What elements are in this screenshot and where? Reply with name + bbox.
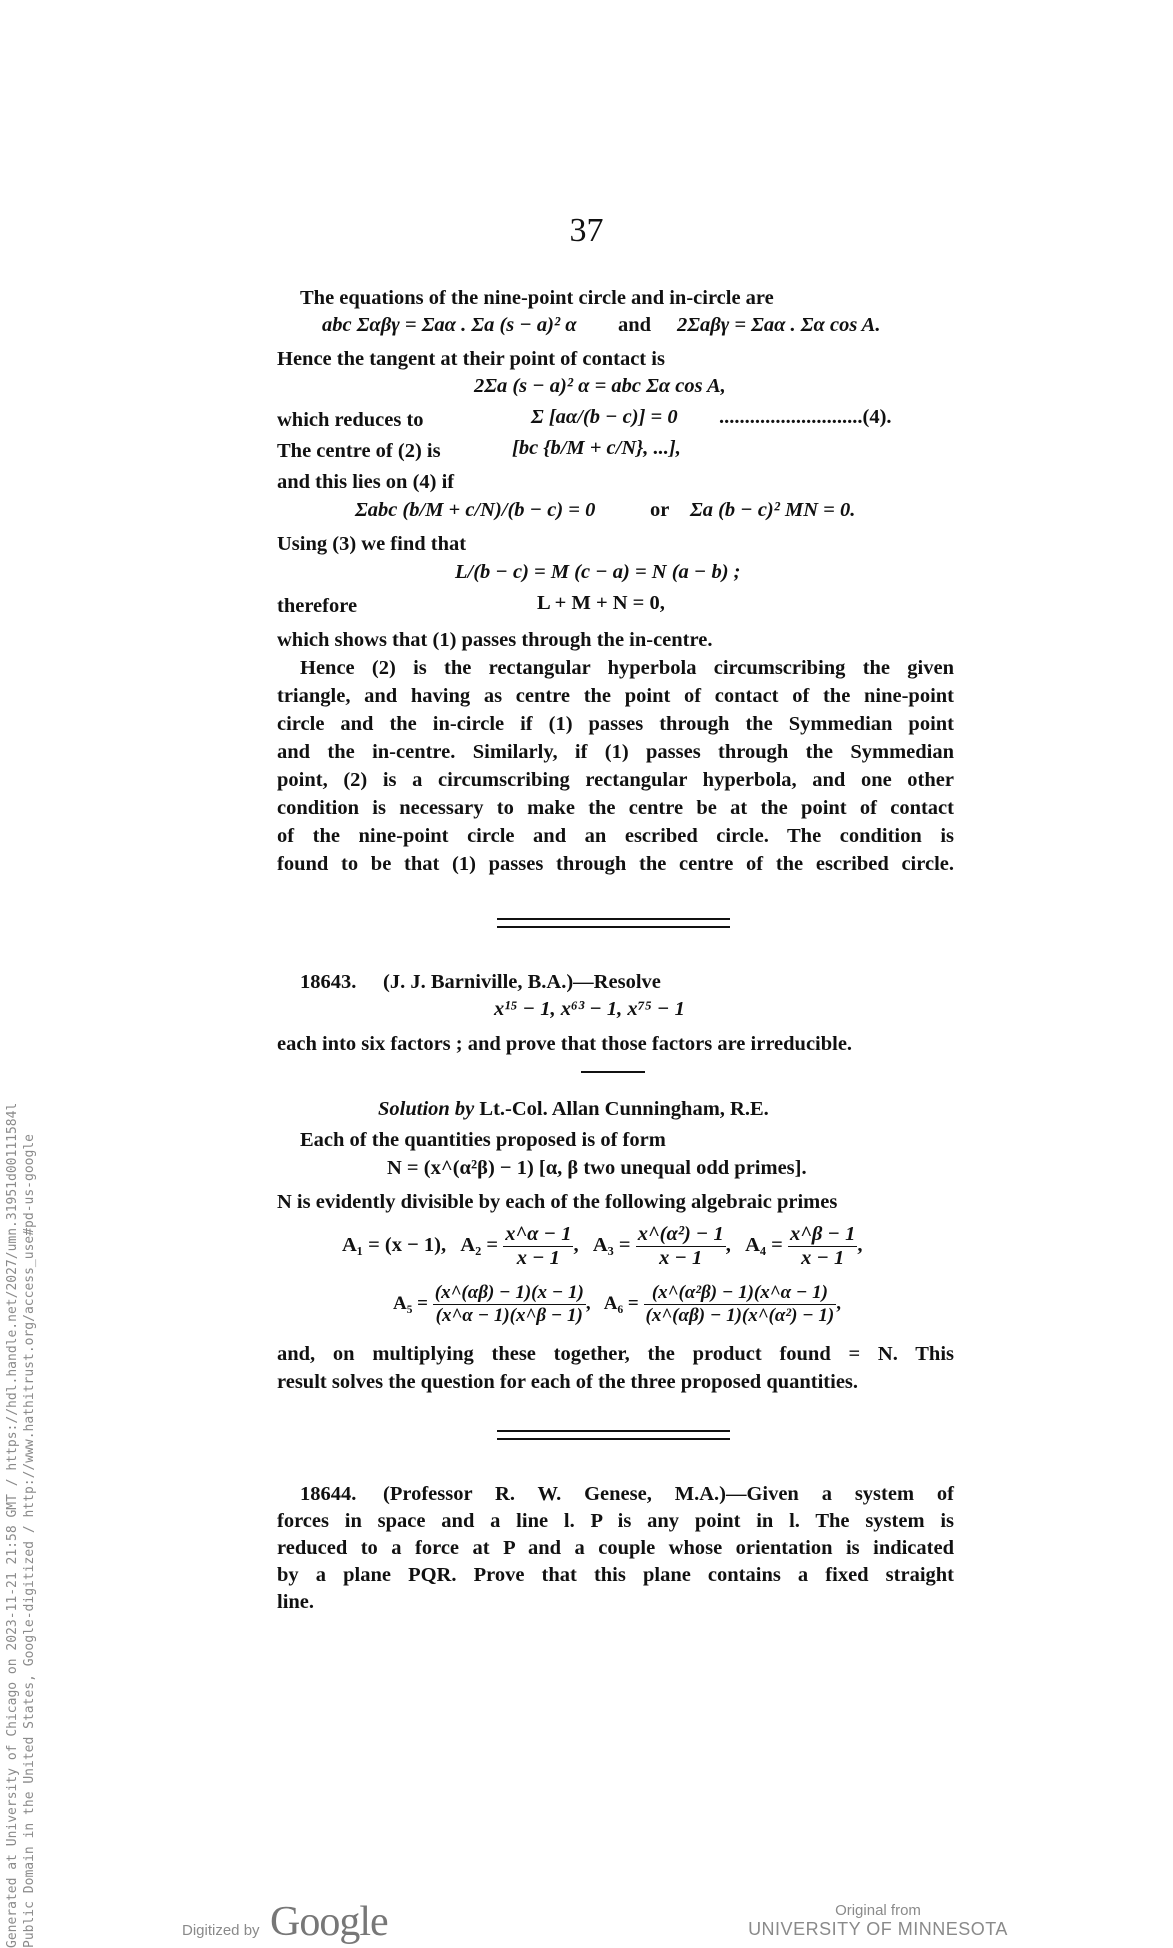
solution-heading [378,1095,1055,1123]
a1-value: (x − 1), [384,1234,447,1257]
para-line-7: of the nine-point circle and an escribed circle. The condition is [277,825,954,847]
original-from-footer [748,1902,1008,1940]
conclusion-line-2: result solves the question for each of the three proposed quantities. [277,1371,859,1393]
equation-4-dots: ............................(4). [719,406,892,428]
equation-n: N = (x^(α²β) − 1) [α, β two unequal odd primes]. [387,1157,807,1179]
a1-label: A₁ = [342,1234,380,1257]
solution-by: Solution by [378,1098,475,1120]
a5-denominator: (x^α − 1)(x^β − 1) [435,1305,583,1326]
centre-label: The centre of (2) is [277,440,441,462]
equation-lmn-sum: L + M + N = 0, [537,592,665,614]
page-number: 37 [569,212,604,249]
question-18643-number: 18643. [300,971,357,993]
equation-and: and [618,314,652,336]
section-divider [497,1430,730,1440]
a3-label: A₃ = [592,1234,631,1257]
sidebar-generated-line: Generated at University of Chicago on 2023-11-21 21:58 GMT / https://hdl.handle.net/2027/umn.31951d00111584l [5,1102,20,1948]
prime-factors-row-2: A₅ = $\frac{(x\^{}(\alpha\beta) - 1)(x - 1)}{(x\^{}\alpha - 1)(x\^{}\beta - 1)}$ , A₆ = $\frac{\text{(x\textasciicircum{}(α²β) − 1)(x\textasciicircum{}α − 1)}}{\text{(x\textasciicircum{}(αβ) − 1)(x\textasciicircum{}(α²) − 1)}}$ , [393,1282,842,1326]
conclusion-line-1: and, on multiplying these together, the product found = N. This [277,1343,954,1365]
section-divider [497,918,730,928]
equation-or: or [650,499,670,521]
equation-centre: [bc {b/M + c/N}, ...], [512,437,681,459]
para-line-5: point, (2) is a circumscribing rectangular hyperbola, and one other [277,769,954,791]
equation-4: Σ [aα/(b − c)] = 0 [531,406,678,428]
lies-label: and this lies on (4) if [277,471,455,493]
para-line-8: found to be that (1) passes through the centre of the escribed circle. [277,853,954,875]
shows-line: which shows that (1) passes through the in-centre. [277,629,713,651]
equation-condition-right: Σa (b − c)² MN = 0. [690,499,856,521]
a2-label: A₂ = [460,1234,499,1257]
equation-condition-left: Σabc (b/M + c/N)/(b − c) = 0 [355,499,596,521]
a2-numerator: x^α − 1 [505,1223,572,1245]
therefore-label: therefore [277,595,358,617]
para-line-4: and the in-centre. Similarly, if (1) passes through the Symmedian [277,741,954,763]
university-label: UNIVERSITY OF MINNESOTA [748,1919,1008,1939]
a4-numerator: x^β − 1 [789,1223,856,1245]
sidebar-public-domain-line: Public Domain in the United States, Google-digitized / http://www.hathitrust.org/access_use#pd-us-google [22,1134,37,1948]
question-18643-expressions: x¹⁵ − 1, x⁶³ − 1, x⁷⁵ − 1 [494,998,685,1020]
short-divider [581,1071,645,1073]
para-line-1: Hence (2) is the rectangular hyperbola circumscribing the given [300,657,954,679]
equation-lmn-ratio: L/(b − c) = M (c − a) = N (a − b) ; [455,561,741,583]
equation-in-circle: 2Σaβγ = Σaα . Σα cos A. [677,314,881,336]
a3-numerator: x^(α²) − 1 [637,1223,724,1245]
para-line-2: triangle, and having as centre the point of contact of the nine-point [277,685,954,707]
intro-line: The equations of the nine-point circle and in-circle are [300,287,774,309]
solver-name: Lt.-Col. Allan Cunningham, R.E. [479,1098,769,1120]
question-18643-author: (J. J. Barniville, B.A.)—Resolve [383,971,661,993]
question-18644-number: 18644. [300,1483,357,1505]
digitized-by-footer [182,1898,388,1946]
question-18644-line-3: reduced to a force at P and a couple whose orientation is indicated [277,1537,954,1559]
para-line-6: condition is necessary to make the centre be at the point of contact [277,797,954,819]
a3-denominator: x − 1 [659,1247,703,1269]
a5-numerator: (x^(αβ) − 1)(x − 1) [434,1282,584,1303]
reduces-label: which reduces to [277,409,424,431]
equation-nine-point-circle: abc Σαβγ = Σaα . Σa (s − a)² α [322,314,577,336]
a4-label: A₄ = [745,1234,783,1257]
digitized-by-label: Digitized by [182,1922,260,1939]
form-line: Each of the quantities proposed is of form [300,1129,666,1151]
equation-tangent: 2Σa (s − a)² α = abc Σα cos A, [474,375,726,397]
question-18644-line-4: by a plane PQR. Prove that this plane contains a fixed straight [277,1564,954,1586]
divisible-line: N is evidently divisible by each of the following algebraic primes [277,1191,838,1213]
a4-denominator: x − 1 [801,1247,845,1269]
google-logo: Google [270,1899,388,1945]
prime-factors-row-1: A₁ = (x − 1), A₂ = $\frac{x\^{}\alpha - 1}{x - 1}$ , A₃ = $\frac{\text{x\textasciicircum{}(α²) − 1}}{x - 1}$ , A₄ = $\frac{x\^{}\beta - 1}{x - 1}$ , [342,1223,863,1269]
a6-label: A₆ = [603,1292,639,1314]
question-18643-body: each into six factors ; and prove that those factors are irreducible. [277,1033,853,1055]
tangent-line: Hence the tangent at their point of contact is [277,348,665,370]
using-label: Using (3) we find that [277,533,467,555]
access-sidebar [4,1103,38,1948]
original-from-label: Original from [835,1902,921,1919]
a6-numerator: (x^(α²β) − 1)(x^α − 1) [644,1282,837,1305]
question-18644-line-5: line. [277,1591,315,1613]
a2-denominator: x − 1 [516,1247,560,1269]
question-18644-line-1: (Professor R. W. Genese, M.A.)—Given a system of [383,1483,954,1505]
question-18644-line-2: forces in space and a line l. P is any point in l. The system is [277,1510,954,1532]
a5-label: A₅ = [393,1292,428,1314]
a6-denominator: (x^(αβ) − 1)(x^(α²) − 1) [645,1305,835,1326]
para-line-3: circle and the in-circle if (1) passes through the Symmedian point [277,713,954,735]
